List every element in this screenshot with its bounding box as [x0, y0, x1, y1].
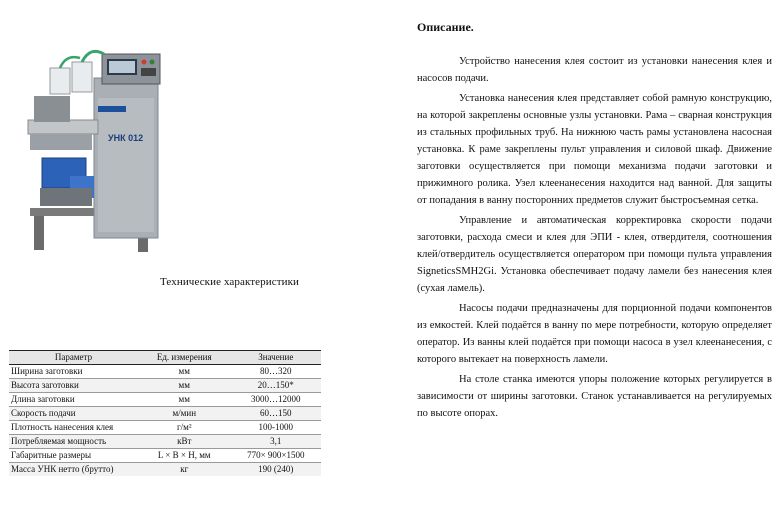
unit-cell: кг [138, 463, 231, 477]
description-section [417, 20, 772, 425]
unit-cell: мм [138, 393, 231, 407]
description-paragraph: Установка нанесения клея представляет собой рамную конструкцию, на которой закреплены основные узлы установки. Рама – сварная конструкция из стальных профильных труб. На нижнюю часть рамы установлена насосная установка. К раме закреплены пульт управления и силовой шкаф. Движение заготовки осуществляется при помощи механизма подачи заготовки и прижимного ролика. Узел клеенанесения находится над ванной. Для защиты от попадания в ванну посторонних предметов служит быстросъемная сетка. [417, 93, 772, 206]
description-paragraph: Насосы подачи предназначены для порционной подачи компонентов из емкостей. Клей подаётся в ванну по мере потребности, которую определяет оператор. Из ванны клей подаётся при помощи насоса в узел клеенанесения, с которого вытекает на поверхность ламели. [417, 303, 772, 365]
spec-table [9, 350, 321, 476]
unit-cell: мм [138, 365, 231, 379]
param-cell: Скорость подачи [9, 407, 138, 421]
header-unit: Ед. измерения [138, 351, 231, 365]
value-cell: 3,1 [231, 435, 321, 449]
table-row [9, 365, 321, 379]
description-paragraph: Устройство нанесения клея состоит из установки нанесения клея и насосов подачи. [417, 56, 772, 84]
unit-cell: кВт [138, 435, 231, 449]
param-cell: Масса УНК нетто (брутто) [9, 463, 138, 477]
table-row [9, 435, 321, 449]
machine-photo [20, 40, 172, 255]
value-cell: 100-1000 [231, 421, 321, 435]
header-parameter: Параметр [9, 351, 138, 365]
param-cell: Длина заготовки [9, 393, 138, 407]
value-cell: 190 (240) [231, 463, 321, 477]
param-cell: Габаритные размеры [9, 449, 138, 463]
unit-cell: г/м² [138, 421, 231, 435]
table-row [9, 463, 321, 477]
param-cell: Высота заготовки [9, 379, 138, 393]
table-row [9, 393, 321, 407]
header-value: Значение [231, 351, 321, 365]
description-title: Описание. [417, 20, 474, 34]
value-cell: 770× 900×1500 [231, 449, 321, 463]
param-cell: Ширина заготовки [9, 365, 138, 379]
value-cell: 80…320 [231, 365, 321, 379]
table-row [9, 407, 321, 421]
unit-cell: L × B × H, мм [138, 449, 231, 463]
value-cell: 20…150* [231, 379, 321, 393]
table-row [9, 449, 321, 463]
unit-cell: мм [138, 379, 231, 393]
table-row [9, 379, 321, 393]
table-row [9, 421, 321, 435]
value-cell: 3000…12000 [231, 393, 321, 407]
machine-model-badge: УНК 012 [108, 133, 144, 143]
description-paragraph: На столе станка имеются упоры положение которых регулируется в зависимости от ширины заготовки. Станок устанавливается на регулируемых по высоте опорах. [417, 374, 772, 419]
value-cell: 60…150 [231, 407, 321, 421]
description-paragraph: Управление и автоматическая корректировка скорости подачи заготовки, расхода смеси и клея для ЭПИ - клея, отвердителя, соотношения клей/отвердитель осуществляется оператором при помощи пульта управления SigneticsSMH2Gi. Установка обеспечивает подачу ламели без нанесения клея (сухая ламель). [417, 215, 772, 294]
param-cell: Плотность нанесения клея [9, 421, 138, 435]
param-cell: Потребляемая мощность [9, 435, 138, 449]
unit-cell: м/мин [138, 407, 231, 421]
table-caption: Технические характеристики [160, 276, 300, 288]
table-header-row [9, 351, 321, 365]
